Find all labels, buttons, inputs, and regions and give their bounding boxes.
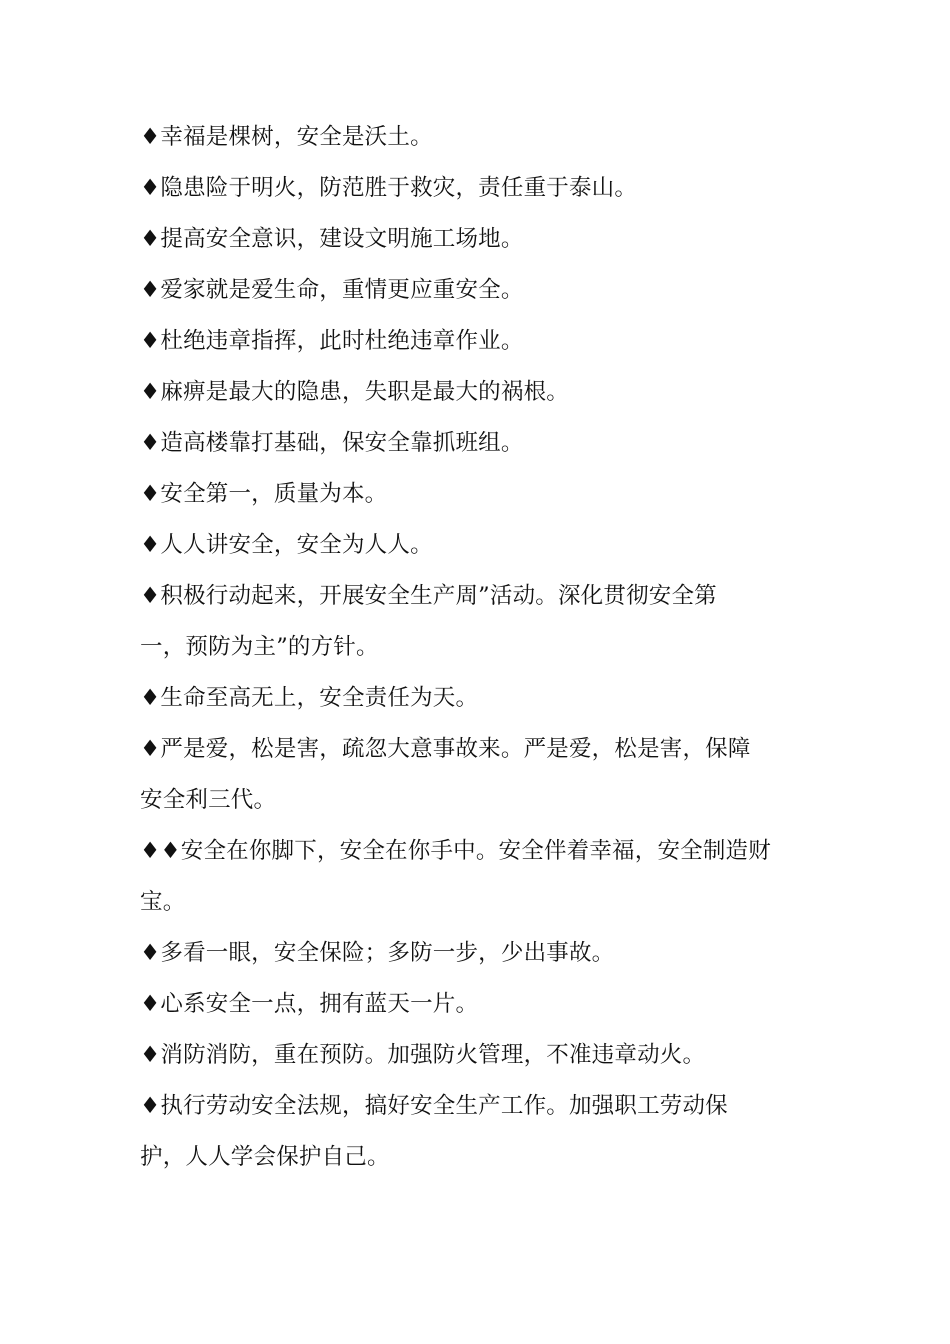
text-line: ♦生命至高无上，安全责任为天。	[140, 685, 479, 711]
text-line: ♦安全第一，质量为本。	[140, 481, 388, 507]
text-line: ♦爱家就是爱生命，重情更应重安全。	[140, 277, 524, 303]
text-line: ♦心系安全一点，拥有蓝天一片。	[140, 991, 479, 1017]
text-line: 一，预防为主”的方针。	[140, 634, 379, 660]
slogan-text-body	[140, 112, 820, 1183]
text-line: ♦隐患险于明火，防范胜于救灾，责任重于泰山。	[140, 175, 638, 201]
text-line: ♦♦安全在你脚下，安全在你手中。安全伴着幸福，安全制造财	[140, 838, 771, 864]
text-line: 护，人人学会保护自己。	[140, 1144, 390, 1170]
text-line: ♦杜绝违章指挥，此时杜绝违章作业。	[140, 328, 524, 354]
text-line: ♦提高安全意识，建设文明施工场地。	[140, 226, 524, 252]
text-line: ♦麻痹是最大的隐患，失职是最大的祸根。	[140, 379, 569, 405]
text-line: 安全利三代。	[140, 787, 277, 813]
text-line: ♦多看一眼，安全保险；多防一步，少出事故。	[140, 940, 615, 966]
text-line: 宝。	[140, 889, 186, 915]
text-line: ♦执行劳动安全法规，搞好安全生产工作。加强职工劳动保	[140, 1093, 728, 1119]
text-line: ♦人人讲安全，安全为人人。	[140, 532, 433, 558]
text-line: ♦严是爱，松是害，疏忽大意事故来。严是爱，松是害，保障	[140, 736, 751, 762]
text-line: ♦消防消防，重在预防。加强防火管理，不准违章动火。	[140, 1042, 706, 1068]
text-line: ♦积极行动起来，开展安全生产周”活动。深化贯彻安全第	[140, 583, 717, 609]
text-line: ♦幸福是棵树，安全是沃土。	[140, 124, 433, 150]
text-line: ♦造高楼靠打基础，保安全靠抓班组。	[140, 430, 524, 456]
